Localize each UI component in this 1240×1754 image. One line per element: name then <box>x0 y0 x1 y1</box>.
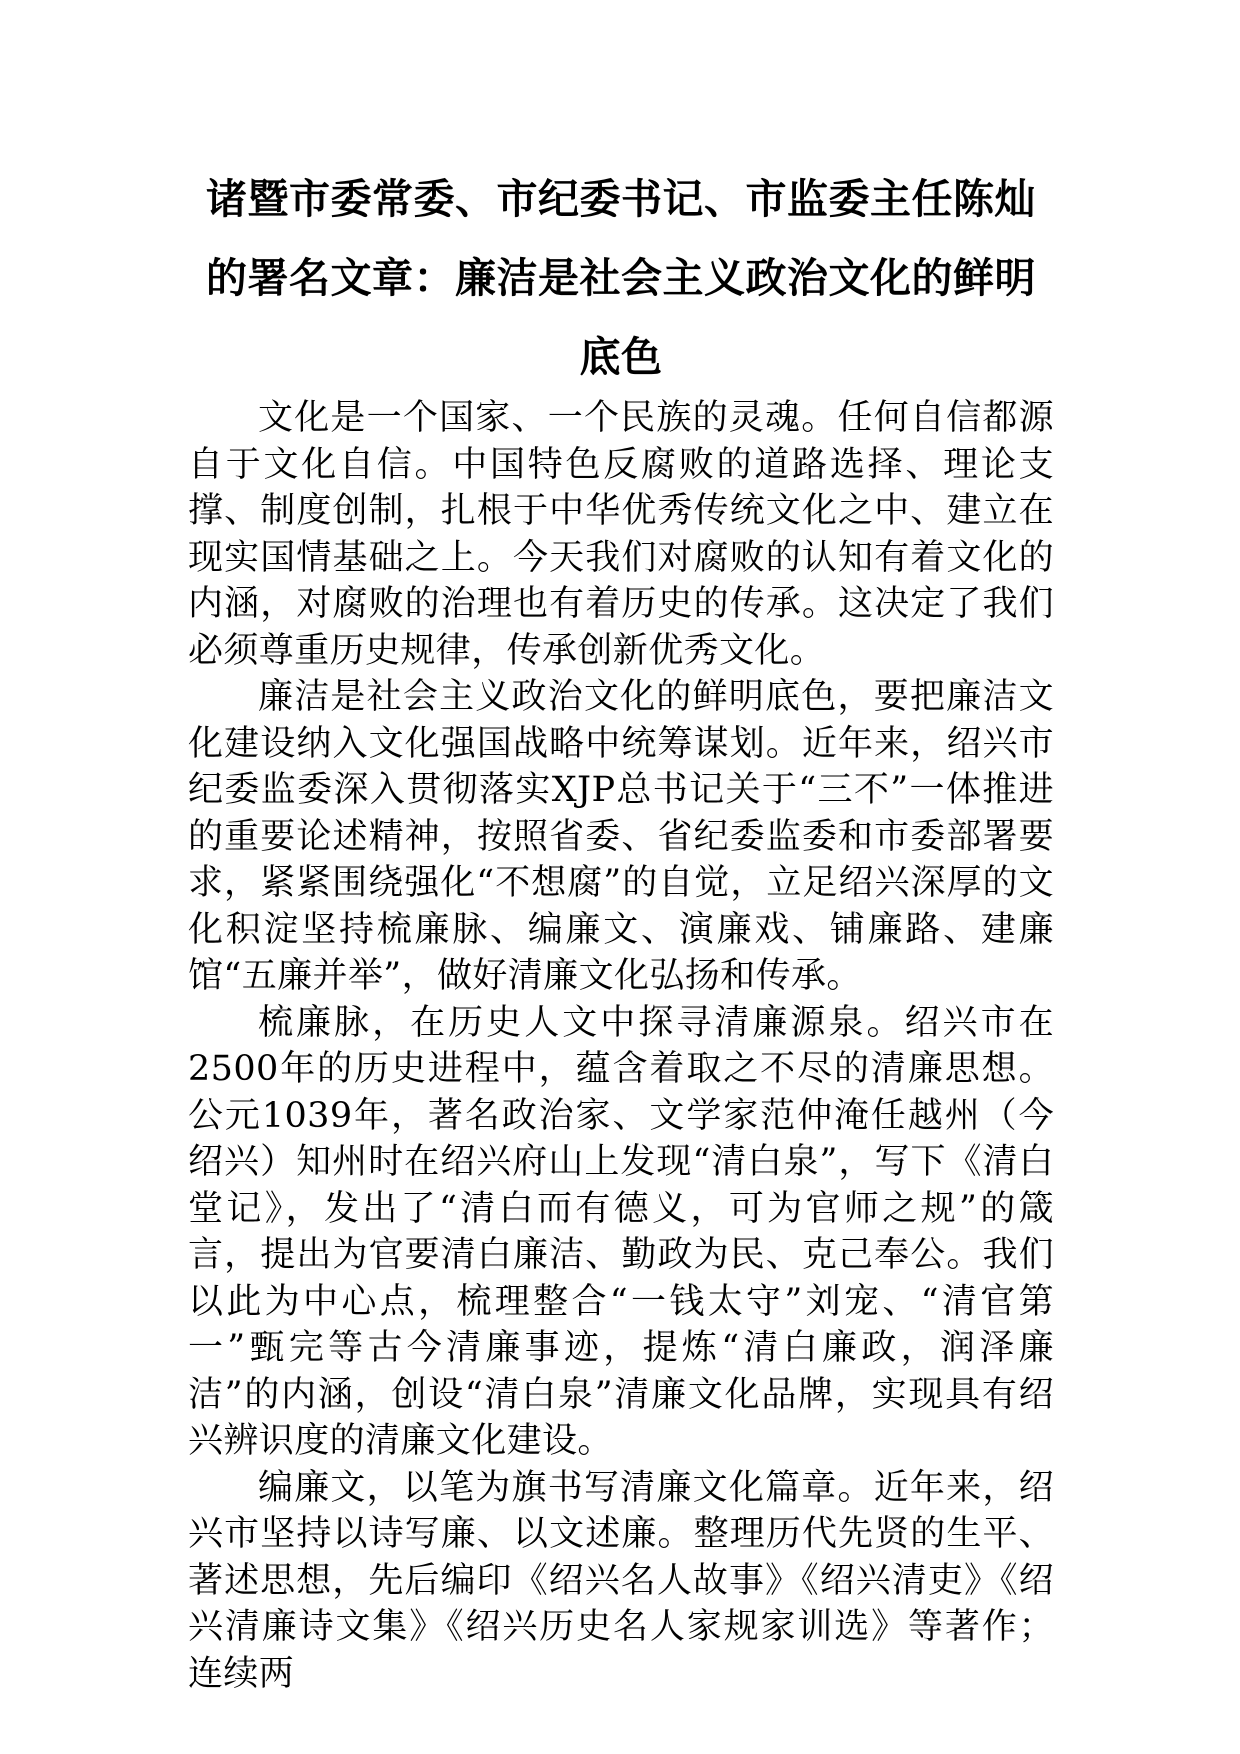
paragraph: 编廉文，以笔为旗书写清廉文化篇章。近年来，绍兴市坚持以诗写廉、以文述廉。整理历代先贤的生平、著述思想，先后编印《绍兴名人故事》《绍兴清吏》《绍兴清廉诗文集》《绍兴历史名人家规家训选》等著作；连续两 <box>188 1467 1054 1694</box>
document-body <box>188 395 1054 1697</box>
paragraph: 文化是一个国家、一个民族的灵魂。任何自信都源自于文化自信。中国特色反腐败的道路选择、理论支撑、制度创制，扎根于中华优秀传统文化之中、建立在现实国情基础之上。今天我们对腐败的认知有着文化的内涵，对腐败的治理也有着历史的传承。这决定了我们必须尊重历史规律，传承创新优秀文化。 <box>188 398 1054 671</box>
paragraph: 廉洁是社会主义政治文化的鲜明底色，要把廉洁文化建设纳入文化强国战略中统筹谋划。近年来，绍兴市纪委监委深入贯彻落实XJP总书记关于“三不”一体推进的重要论述精神，按照省委、省纪委监委和市委部署要求，紧紧围绕强化“不想腐”的自觉，立足绍兴深厚的文化积淀坚持梳廉脉、编廉文、演廉戏、铺廉路、建廉馆“五廉并举”，做好清廉文化弘扬和传承。 <box>188 677 1054 996</box>
document-title: 诸暨市委常委、市纪委书记、市监委主任陈灿的署名文章：廉洁是社会主义政治文化的鲜明底色 <box>206 175 1036 381</box>
document-page <box>188 160 1054 1697</box>
paragraph: 梳廉脉，在历史人文中探寻清廉源泉。绍兴市在2500年的历史进程中，蕴含着取之不尽的清廉思想。公元1039年，著名政治家、文学家范仲淹任越州（今绍兴）知州时在绍兴府山上发现“清白泉”，写下《清白堂记》，发出了“清白而有德义，可为官师之规”的箴言，提出为官要清白廉洁、勤政为民、克己奉公。我们以此为中心点，梳理整合“一钱太守”刘宠、“清官第一”甄完等古今清廉事迹，提炼“清白廉政，润泽廉洁”的内涵，创设“清白泉”清廉文化品牌，实现具有绍兴辨识度的清廉文化建设。 <box>188 1002 1054 1461</box>
